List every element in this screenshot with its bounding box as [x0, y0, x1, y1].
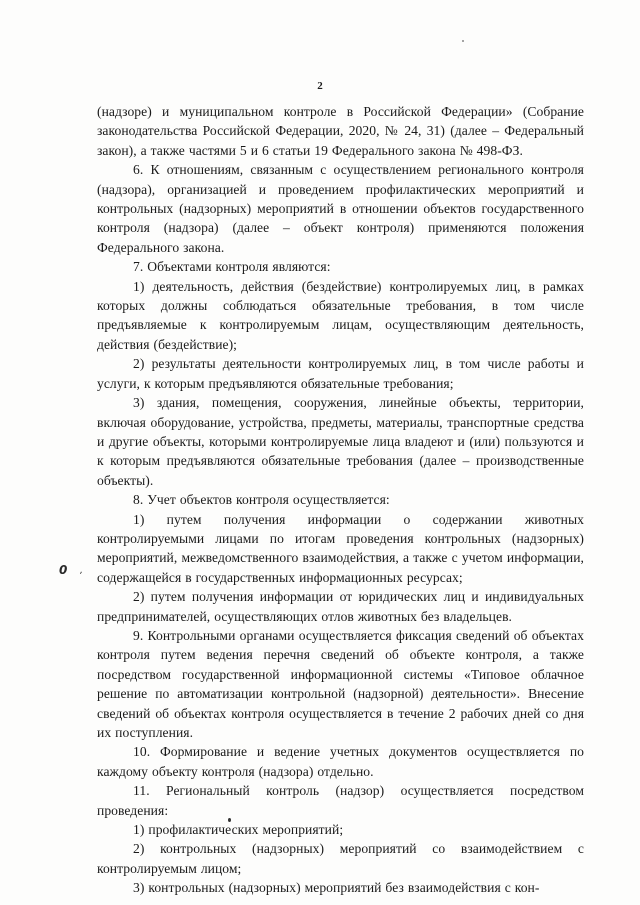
paragraph-7-item-3: 3) здания, помещения, сооружения, линейные объекты, территории, включая оборудование, устройства, предметы, материалы, транспортные средства и другие объекты, которыми контролируемые лица владеют и (или) пользуются и к которым предъявляются обязательные требования (далее – производственные объекты).: [97, 395, 584, 488]
paragraph-11-item-1: 1) профилактических мероприятий;: [133, 822, 344, 838]
scan-speck: [462, 40, 464, 42]
page-number: 2: [317, 80, 323, 92]
document-body: [97, 102, 584, 898]
paragraph-7-item-1: 1) деятельность, действия (бездействие) контролируемых лиц, в рамках которых должны соблюдаться обязательные требования, в том числе предъявляемые к контролируемым лицам, осуществляющим деятельность, действия (бездействие);: [97, 278, 584, 352]
paragraph-8: 8. Учет объектов контроля осуществляется:: [133, 492, 390, 508]
paragraph-10: 10. Формирование и ведение учетных документов осуществляется по каждому объекту контроля (надзора) отдельно.: [97, 744, 584, 779]
paragraph-11-item-2: 2) контрольных (надзорных) мероприятий со взаимодействием с контролируемым лицом;: [97, 841, 584, 876]
paragraph-8-item-1: 1) путем получения информации о содержании животных контролируемыми лицами по итогам проведения контрольных (надзорных) мероприятий, межведомственного взаимодействия, а также с учетом информации, содержащейся в государственных информационных ресурсах;: [97, 511, 584, 585]
paragraph-8-item-2: 2) путем получения информации от юридических лиц и индивидуальных предпринимателей, осуществляющих отлов животных без владельцев.: [97, 589, 584, 624]
scan-speck: [228, 818, 231, 822]
paragraph-6: 6. К отношениям, связанным с осуществлением регионального контроля (надзора), организацией и проведением профилактических мероприятий и контрольных (надзорных) мероприятий в отношении объектов государственного контроля (надзора) (далее – объект контроля) применяются положения Федерального закона.: [97, 162, 584, 255]
paragraph-9: 9. Контрольными органами осуществляется фиксация сведений об объектах контроля путем ведения перечня сведений об объекте контроля, а также посредством государственной информационной системы «Типовое облачное решение по автоматизации контрольной (надзорной) деятельности». Внесение сведений об объектах контроля осуществляется в течение 2 рабочих дней со дня их поступления.: [97, 627, 584, 740]
paragraph-11-item-3: 3) контрольных (надзорных) мероприятий без взаимодействия с кон-: [133, 880, 540, 896]
margin-handwritten-mark: ,: [80, 566, 83, 576]
paragraph-11: 11. Региональный контроль (надзор) осуществляется посредством проведения:: [97, 783, 584, 818]
paragraph-continuation: (надзоре) и муниципальном контроле в Российской Федерации» (Собрание законодательства Российской Федерации, 2020, № 24, 31) (далее – Федеральный закон), а также частями 5 и 6 статьи 19 Федерального закона № 498-ФЗ.: [97, 104, 584, 158]
margin-handwritten-mark: 0: [59, 563, 68, 577]
paragraph-7: 7. Объектами контроля являются:: [133, 259, 331, 275]
paragraph-7-item-2: 2) результаты деятельности контролируемых лиц, в том числе работы и услуги, к которым предъявляются обязательные требования;: [97, 356, 584, 391]
